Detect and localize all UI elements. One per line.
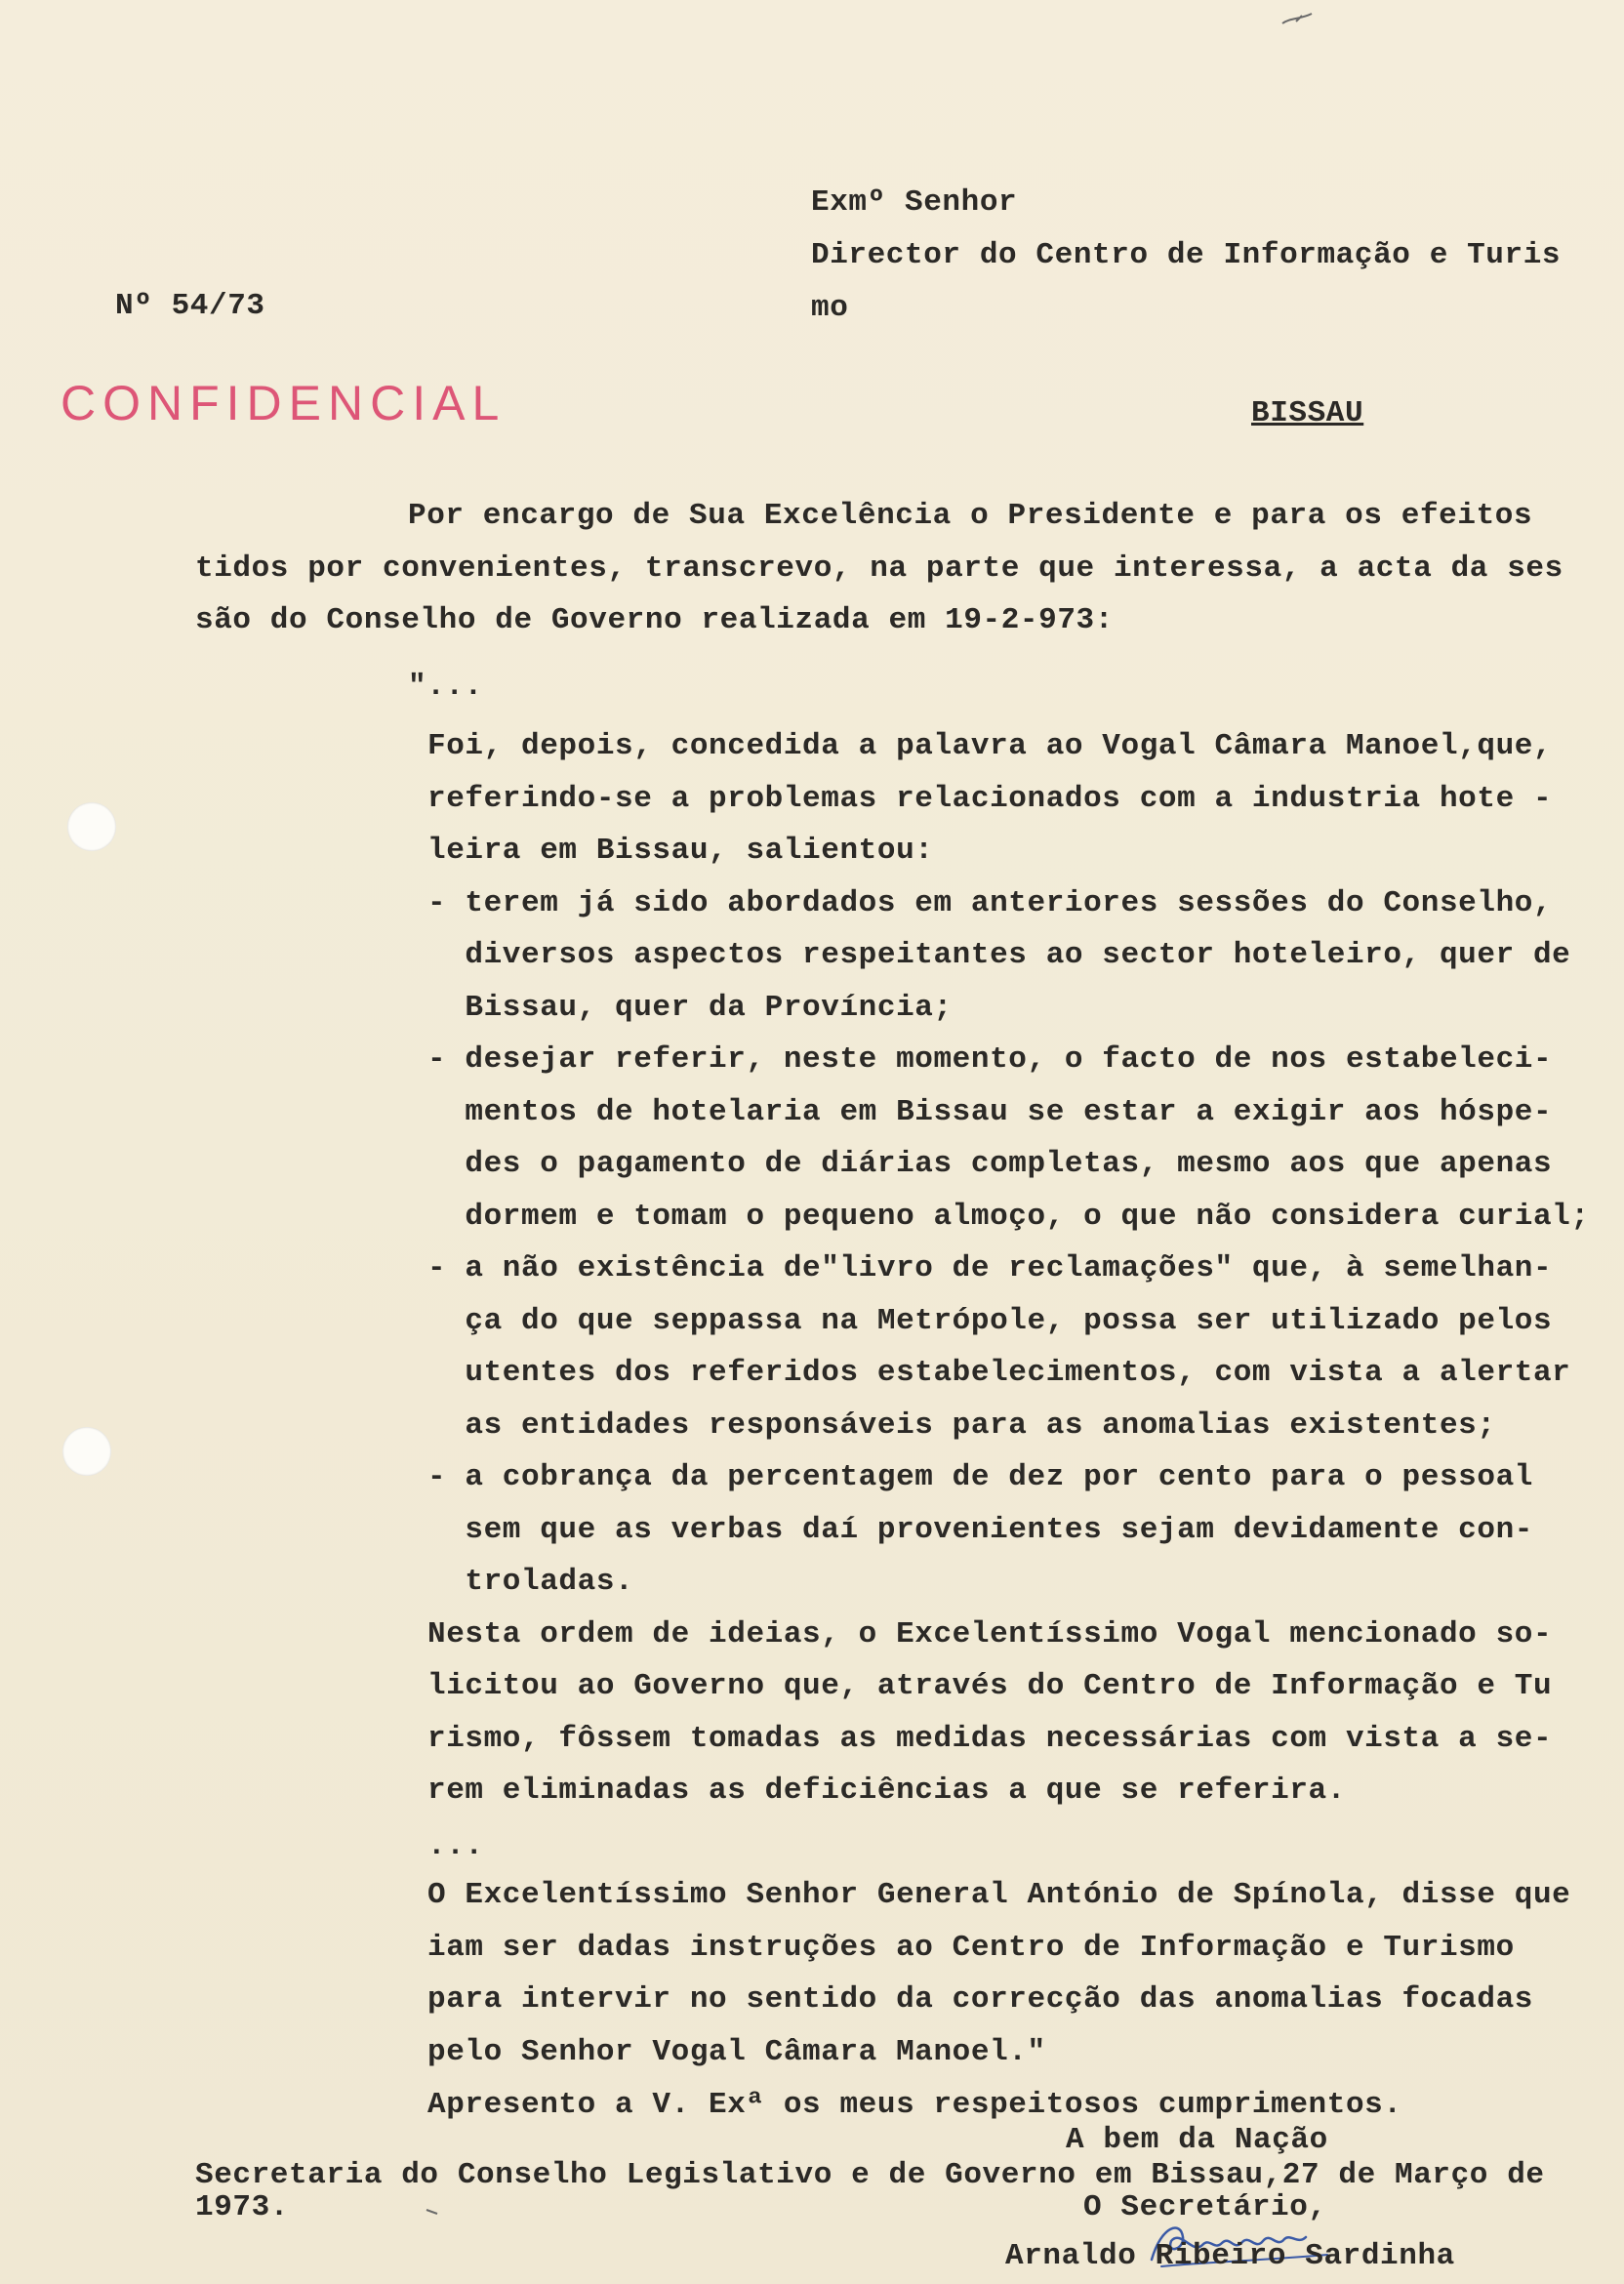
paragraph-2-line: rem eliminadas as deficiências a que se referira. — [427, 1774, 1346, 1808]
addressee-line-2: mo — [811, 291, 849, 325]
closing-line: Apresento a V. Exª os meus respeitosos cumprimentos. — [427, 2088, 1402, 2122]
paragraph-2-line: Nesta ordem de ideias, o Excelentíssimo Vogal mencionado so- — [427, 1617, 1553, 1652]
signatory-name: Arnaldo Ribeiro Sardinha — [1005, 2239, 1455, 2273]
paragraph-3-line: iam ser dadas instruções ao Centro de Informação e Turismo — [427, 1931, 1515, 1965]
list-item-line: ça do que seppassa na Metrópole, possa ser utilizado pelos — [427, 1304, 1553, 1338]
intro-line: Por encargo de Sua Excelência o Presidente e para os efeitos — [408, 499, 1533, 533]
paragraph-3-line: O Excelentíssimo Senhor General António de Spínola, disse que — [427, 1878, 1571, 1912]
paragraph-2-line: licitou ao Governo que, através do Centro de Informação e Tu — [427, 1669, 1553, 1703]
ellipsis: ... — [427, 1829, 484, 1863]
list-item-line: Bissau, quer da Província; — [427, 991, 953, 1025]
reference-number: Nº 54/73 — [115, 289, 265, 323]
list-item-line: - a cobrança da percentagem de dez por cento para o pessoal — [427, 1460, 1533, 1494]
list-item-line: dormem e tomam o pequeno almoço, o que não considera curial; — [427, 1200, 1590, 1234]
list-item-line: mentos de hotelaria em Bissau se estar a exigir aos hóspe- — [427, 1095, 1553, 1129]
punch-hole-lower — [62, 1427, 111, 1476]
pen-mark — [1279, 10, 1318, 29]
paragraph-1-line: referindo-se a problemas relacionados com a industria hote - — [427, 782, 1553, 816]
place-date-line: 1973. — [195, 2190, 290, 2224]
city-heading: BISSAU — [1251, 396, 1364, 430]
quote-open: "... — [408, 670, 483, 704]
list-item-line: as entidades responsáveis para as anomalias existentes; — [427, 1408, 1496, 1443]
intro-line: são do Conselho de Governo realizada em 19-2-973: — [195, 603, 1114, 637]
paragraph-3-line: pelo Senhor Vogal Câmara Manoel." — [427, 2035, 1046, 2069]
list-item-line: troladas. — [427, 1565, 634, 1599]
punch-hole-upper — [67, 802, 116, 851]
list-item-line: - terem já sido abordados em anteriores sessões do Conselho, — [427, 886, 1553, 920]
stray-mark — [426, 2208, 439, 2216]
list-item-line: - desejar referir, neste momento, o facto de nos estabeleci- — [427, 1042, 1553, 1077]
list-item-line: utentes dos referidos estabelecimentos, com vista a alertar — [427, 1356, 1571, 1390]
confidential-stamp: CONFIDENCIAL — [61, 376, 507, 430]
paragraph-1-line: Foi, depois, concedida a palavra ao Vogal Câmara Manoel,que, — [427, 729, 1553, 763]
paragraph-1-line: leira em Bissau, salientou: — [427, 834, 934, 868]
paragraph-2-line: rismo, fôssem tomadas as medidas necessárias com vista a se- — [427, 1722, 1553, 1756]
intro-line: tidos por convenientes, transcrevo, na parte que interessa, a acta da ses — [195, 551, 1563, 586]
list-item-line: - a não existência de"livro de reclamações" que, à semelhan- — [427, 1251, 1553, 1285]
secretary-title: O Secretário, — [1083, 2190, 1327, 2224]
list-item-line: diversos aspectos respeitantes ao sector hoteleiro, quer de — [427, 938, 1571, 972]
salutation: Exmº Senhor — [811, 185, 1018, 220]
paragraph-3-line: para intervir no sentido da correcção das anomalias focadas — [427, 1982, 1533, 2017]
list-item-line: des o pagamento de diárias completas, mesmo aos que apenas — [427, 1147, 1553, 1181]
list-item-line: sem que as verbas daí provenientes sejam devidamente con- — [427, 1513, 1533, 1547]
place-date-line: Secretaria do Conselho Legislativo e de Governo em Bissau,27 de Março de — [195, 2158, 1545, 2192]
addressee-line-1: Director do Centro de Informação e Turis — [811, 238, 1562, 272]
motto: A bem da Nação — [1066, 2123, 1328, 2157]
